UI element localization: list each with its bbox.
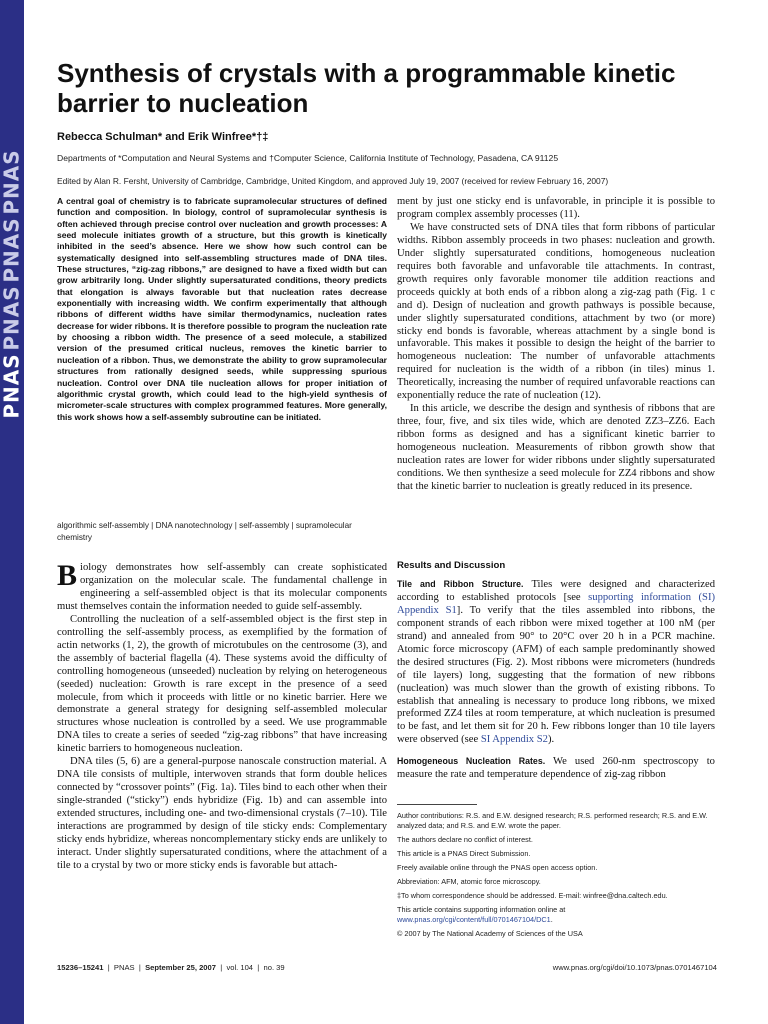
- body-paragraph: [397, 755, 715, 782]
- footnote: ‡To whom correspondence should be addressed. E-mail: winfree@dna.caltech.edu.: [397, 891, 668, 900]
- paragraph-text: ).: [547, 734, 555, 746]
- body-paragraph: We have constructed sets of DNA tiles that form ribbons of particular widths. Ribbon assembly proceeds in two phases: nucleation and growth. Under slightly supersaturated conditions, homogeneous nucleation requires both favorable and unfavorable tile attachments. In contrast, growth requires only favorable monomer tile addition reactions and proceeds quickly at both ends of a ribbon along a zig-zag path (Fig. 1 c and d). Design of nucleation and growth pathways is possible because, under slightly supersaturated conditions, attachment by two (or more) sticky end bonds is favorable, whereas attachment by a single bond is unfavorable. This makes it possible to design the height of the barrier to homogeneous nucleation: The number of unfavorable attachments required for nucleation is the width of a ribbon (in tiles) minus 1. Theoretically, increasing the number of required unfavorable reactions can exponentially reduce the rate of nucleation (12).: [397, 221, 715, 402]
- body-paragraph: Controlling the nucleation of a self-assembled object is the first step in controlling the self-assembly process, as exemplified by the formation of actin networks (1, 2), the growth of microtubules on the centrosome (3), and the assembly of bacterial flagella (4). These systems avoid the difficulty of controlling homogeneous (unseeded) nucleation by relying on heterogeneous (seeded) nucleation: Growth is rare except in the presence of a seed molecule, from which it proceeds with little or no kinetic barrier. Here we demonstrate a general strategy for designing self-assembled molecular structures whose nucleation is controlled by a seed. We use programmable DNA tiles to create a series of seeded “zig-zag ribbons” that have increasing kinetic barriers to homogeneous nucleation.: [57, 613, 387, 755]
- body-paragraph: ment by just one sticky end is unfavorable, in principle it is possible to program complex assembly processes (11).: [397, 196, 715, 220]
- footnote-divider: [397, 804, 477, 805]
- si-appendix-link[interactable]: supporting information (SI) Appendix S1: [397, 591, 715, 616]
- footnote: Author contributions: R.S. and E.W. designed research; R.S. performed research; R.S. and E.W. analyzed data; and R.S. and E.W. wrote the paper.: [397, 811, 708, 830]
- footnote: Abbreviation: AFM, atomic force microscopy.: [397, 877, 541, 886]
- issue-date: September 25, 2007: [145, 963, 216, 972]
- journal-name: PNAS: [113, 963, 135, 972]
- intro-column: [57, 559, 387, 873]
- right-column-top: [397, 196, 715, 494]
- si-appendix-link[interactable]: SI Appendix S2: [480, 734, 548, 746]
- sidebar-brand-faint: PNAS: [0, 285, 24, 351]
- results-section: [397, 560, 715, 782]
- keywords: algorithmic self-assembly | DNA nanotechnology | self-assembly | supramolecular chemistry: [57, 521, 352, 542]
- author-list: Rebecca Schulman* and Erik Winfree*†‡: [57, 131, 269, 143]
- abstract: A central goal of chemistry is to fabricate supramolecular structures of defined function and composition. In biology, control of supramolecular synthesis is often achieved through precise control over nucleation and growth processes: A seed molecule initiates growth of a structure, but this growth is kinetically inhibited in the seed’s absence. Here we show how such control can be systematically designed into self-assembling structures made of DNA tiles. These structures, “zig-zag ribbons,” are designed to have a fixed width but can grow arbitrarily long. Under slightly supersaturated conditions, theory predicts that elongation is always favorable but that nucleation rates decrease exponentially with increasing width. We confirm experimentally that although ribbons of different widths have similar thermodynamics, nucleation rates decrease for wider ribbons. It is therefore possible to program the nucleation rate by choosing a ribbon width. The presence of a seed molecule, a stabilized version of the presumed critical nucleus, removes the kinetic barrier to nucleation of a ribbon. Thus, we demonstrate the ability to grow supramolecular structures from rationally designed seeds, while suppressing spurious nucleation. Control over DNA tile nucleation allows for proper initiation of algorithmic crystal growth, which could lead to the high-yield synthesis of micrometer-scale structures with complex programmed features. More generally, this work shows how a self-assembly subroutine can be initiated.: [57, 196, 387, 422]
- journal-sidebar: [0, 0, 24, 1024]
- affiliation: Departments of *Computation and Neural Systems and †Computer Science, California Institute of Technology, Pasadena, CA 91125: [57, 153, 559, 163]
- si-url-link[interactable]: www.pnas.org/cgi/content/full/0701467104/DC1: [397, 915, 551, 924]
- footnotes: [397, 811, 717, 943]
- footnote-text: .: [550, 915, 553, 924]
- page-range: 15236–15241: [57, 963, 104, 972]
- footnote-text: This article contains supporting information online at: [397, 905, 566, 914]
- separator: |: [138, 963, 141, 972]
- sidebar-brand: PNAS: [0, 353, 24, 419]
- issue-number: no. 39: [263, 963, 285, 972]
- body-paragraph: [397, 578, 715, 747]
- article-title: Synthesis of crystals with a programmable kinetic barrier to nucleation: [57, 58, 676, 118]
- sidebar-brand-stack: [2, 0, 22, 420]
- intro-paragraph: [57, 559, 387, 614]
- separator: |: [107, 963, 110, 972]
- body-paragraph: In this article, we describe the design and synthesis of ribbons that are three, four, five, and six tiles wide, which are denoted ZZ3–ZZ6. Each ribbon forms as designed and has a significant kinetic barrier to homogeneous nucleation. Measurements of ribbon growth show that nucleation rates are lower for wider ribbons under slightly supersaturated conditions. We then synthesize a seed molecule for ZZ4 ribbons and show that the kinetic barrier to nucleation is greatly reduced in its presence.: [397, 403, 715, 492]
- separator: |: [257, 963, 260, 972]
- doi-url[interactable]: www.pnas.org/cgi/doi/10.1073/pnas.0701467104: [552, 963, 717, 972]
- section-heading: Results and Discussion: [397, 560, 506, 571]
- subsection-heading: Tile and Ribbon Structure.: [397, 578, 524, 589]
- edited-by: Edited by Alan R. Fersht, University of Cambridge, Cambridge, United Kingdom, and approved July 19, 2007 (received for review February 16, 2007): [57, 176, 609, 186]
- footnote: The authors declare no conflict of interest.: [397, 835, 533, 844]
- subsection-heading: Homogeneous Nucleation Rates.: [397, 756, 546, 767]
- drop-cap: B: [57, 559, 78, 592]
- footer-citation: [57, 963, 285, 972]
- body-paragraph: DNA tiles (5, 6) are a general-purpose nanoscale construction material. A DNA tile consists of multiple, interwoven strands that form double helices connected by “crossover points” (Fig. 1a). Tiles bind to each other when their single-stranded (“sticky”) ends hybridize (Fig. 1b) and can assemble into extended structures, including one- and two-dimensional crystals (7–10). Tile interactions are programmed by design of tile sticky ends: Complementary sticky ends hybridize, whereas noncomplementary sticky ends are unlikely to interact. Under slightly supersaturated conditions, where the attachment of a tile to a crystal by two or more sticky ends is favorable but attach-: [57, 756, 387, 871]
- footnote: [397, 905, 717, 925]
- paragraph-text: ]. To verify that the tiles assembled into ribbons, the component strands of each ribbon were mixed together at 100 nM (per strand) and annealed from 90° to 20°C over 20 h in a PCR machine. Atomic force microscopy (AFM) of each sample predominantly showed the desired structures (Fig. 2). Most ribbons were micrometers (hundreds of tile layers) long, suggesting that the formation of new ribbons (nucleation) was much slower than the growth of existing ribbons. To establish that annealing is necessary to produce long ribbons, we mixed preformed ZZ4 tiles at room temperature, at which nucleation is presumed to be fast, and let them sit for 20 h. Few ribbons longer than 10 tile layers were observed (see: [397, 604, 715, 746]
- copyright: © 2007 by The National Academy of Sciences of the USA: [397, 929, 583, 938]
- paragraph-text: We used 260-nm spectroscopy to measure the rate and temperature dependence of zig-zag ribbon: [397, 756, 715, 781]
- volume: vol. 104: [226, 963, 254, 972]
- footnote: Freely available online through the PNAS open access option.: [397, 863, 598, 872]
- paragraph-text: Tiles were designed and characterized according to established protocols [see: [397, 578, 715, 603]
- page-footer: [57, 963, 717, 972]
- intro-paragraph-text: iology demonstrates how self-assembly can create sophisticated organization on the molecular scale. The fundamental challenge in engineering a self-assembled object is that its molecular components must themselves contain the information needed to guide self-assembly.: [57, 562, 387, 612]
- sidebar-brand-faint: PNAS: [0, 149, 24, 215]
- footnote: This article is a PNAS Direct Submission.: [397, 849, 531, 858]
- separator: |: [220, 963, 223, 972]
- sidebar-brand-faint: PNAS: [0, 217, 24, 283]
